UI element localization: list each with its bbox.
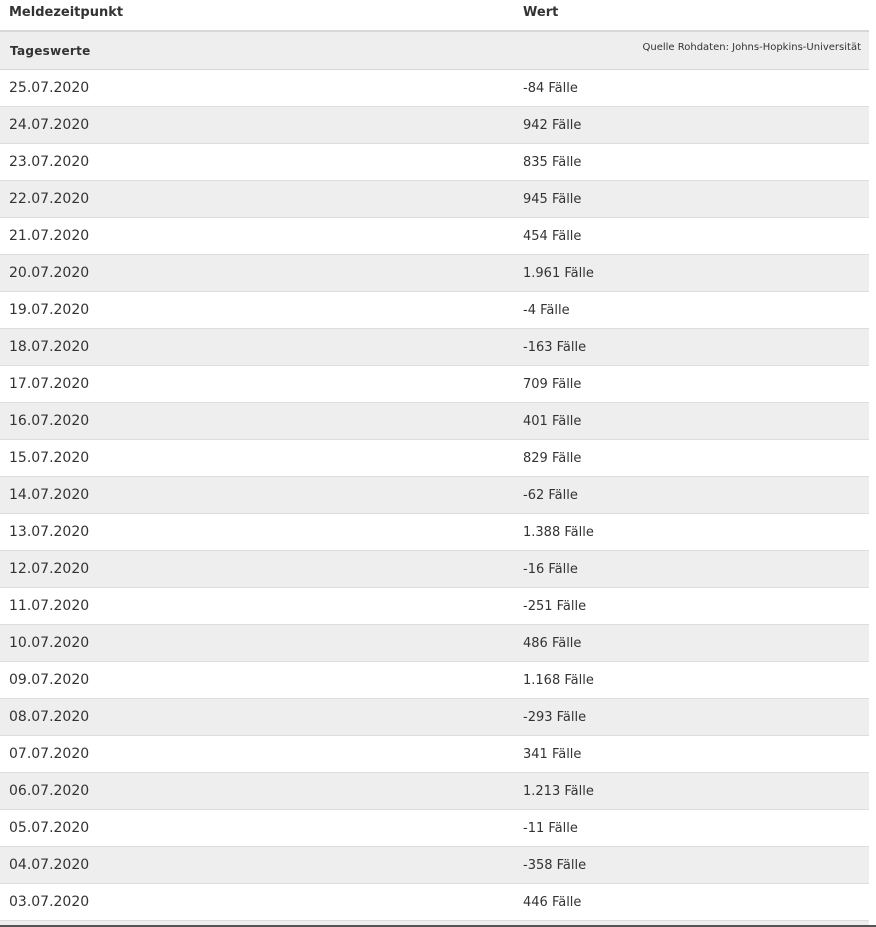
row-value: -358 Fälle [523, 858, 587, 873]
row-date: 16.07.2020 [9, 413, 90, 429]
table-row [0, 403, 869, 440]
row-value: 942 Fälle [523, 118, 582, 133]
table-row [0, 144, 869, 181]
row-date: 07.07.2020 [9, 746, 90, 762]
table-row [0, 884, 869, 921]
row-value: 945 Fälle [523, 192, 582, 207]
table-row [0, 588, 869, 625]
table-row [0, 329, 869, 366]
row-value: 1.961 Fälle [523, 266, 594, 281]
row-date: 08.07.2020 [9, 709, 90, 725]
row-date: 15.07.2020 [9, 450, 90, 466]
row-date: 21.07.2020 [9, 228, 90, 244]
row-date: 19.07.2020 [9, 302, 90, 318]
row-date: 17.07.2020 [9, 376, 90, 392]
table-row [0, 625, 869, 662]
row-value: -16 Fälle [523, 562, 578, 577]
table-header [0, 0, 869, 32]
table-row [0, 477, 869, 514]
row-date: 13.07.2020 [9, 524, 90, 540]
row-value: 1.213 Fälle [523, 784, 594, 799]
row-date: 09.07.2020 [9, 672, 90, 688]
table-row [0, 70, 869, 107]
row-value: 829 Fälle [523, 451, 582, 466]
row-date: 24.07.2020 [9, 117, 90, 133]
section-header [0, 32, 869, 70]
row-value: 446 Fälle [523, 895, 582, 910]
row-value: -84 Fälle [523, 81, 578, 96]
row-value: 486 Fälle [523, 636, 582, 651]
table-row [0, 255, 869, 292]
row-date: 04.07.2020 [9, 857, 90, 873]
table-row [0, 736, 869, 773]
row-value: 454 Fälle [523, 229, 582, 244]
column-header-value: Wert [523, 5, 559, 20]
table-row [0, 847, 869, 884]
table-row [0, 366, 869, 403]
row-value: 341 Fälle [523, 747, 582, 762]
row-date: 25.07.2020 [9, 80, 90, 96]
table-row [0, 810, 869, 847]
section-title: Tageswerte [10, 44, 91, 58]
row-date: 20.07.2020 [9, 265, 90, 281]
row-date: 12.07.2020 [9, 561, 90, 577]
row-value: -4 Fälle [523, 303, 570, 318]
table-row [0, 107, 869, 144]
row-value: -163 Fälle [523, 340, 587, 355]
row-value: -251 Fälle [523, 599, 587, 614]
row-value: 1.168 Fälle [523, 673, 594, 688]
row-date: 23.07.2020 [9, 154, 90, 170]
row-value: 709 Fälle [523, 377, 582, 392]
row-date: 11.07.2020 [9, 598, 90, 614]
table-row [0, 292, 869, 329]
row-value: -11 Fälle [523, 821, 578, 836]
row-date: 22.07.2020 [9, 191, 90, 207]
row-date: 14.07.2020 [9, 487, 90, 503]
row-date: 06.07.2020 [9, 783, 90, 799]
table-row [0, 440, 869, 477]
row-value: 401 Fälle [523, 414, 582, 429]
row-date: 18.07.2020 [9, 339, 90, 355]
table-row [0, 218, 869, 255]
table-body [0, 70, 869, 921]
table-row [0, 181, 869, 218]
row-date: 05.07.2020 [9, 820, 90, 836]
table-row [0, 551, 869, 588]
row-date: 03.07.2020 [9, 894, 90, 910]
table-row [0, 662, 869, 699]
table-row [0, 773, 869, 810]
row-value: 1.388 Fälle [523, 525, 594, 540]
row-date: 10.07.2020 [9, 635, 90, 651]
table-row [0, 514, 869, 551]
column-header-date: Meldezeitpunkt [9, 5, 124, 20]
source-note: Quelle Rohdaten: Johns-Hopkins-Universität [642, 42, 861, 53]
row-value: -62 Fälle [523, 488, 578, 503]
table-row [0, 699, 869, 736]
row-value: 835 Fälle [523, 155, 582, 170]
row-value: -293 Fälle [523, 710, 587, 725]
